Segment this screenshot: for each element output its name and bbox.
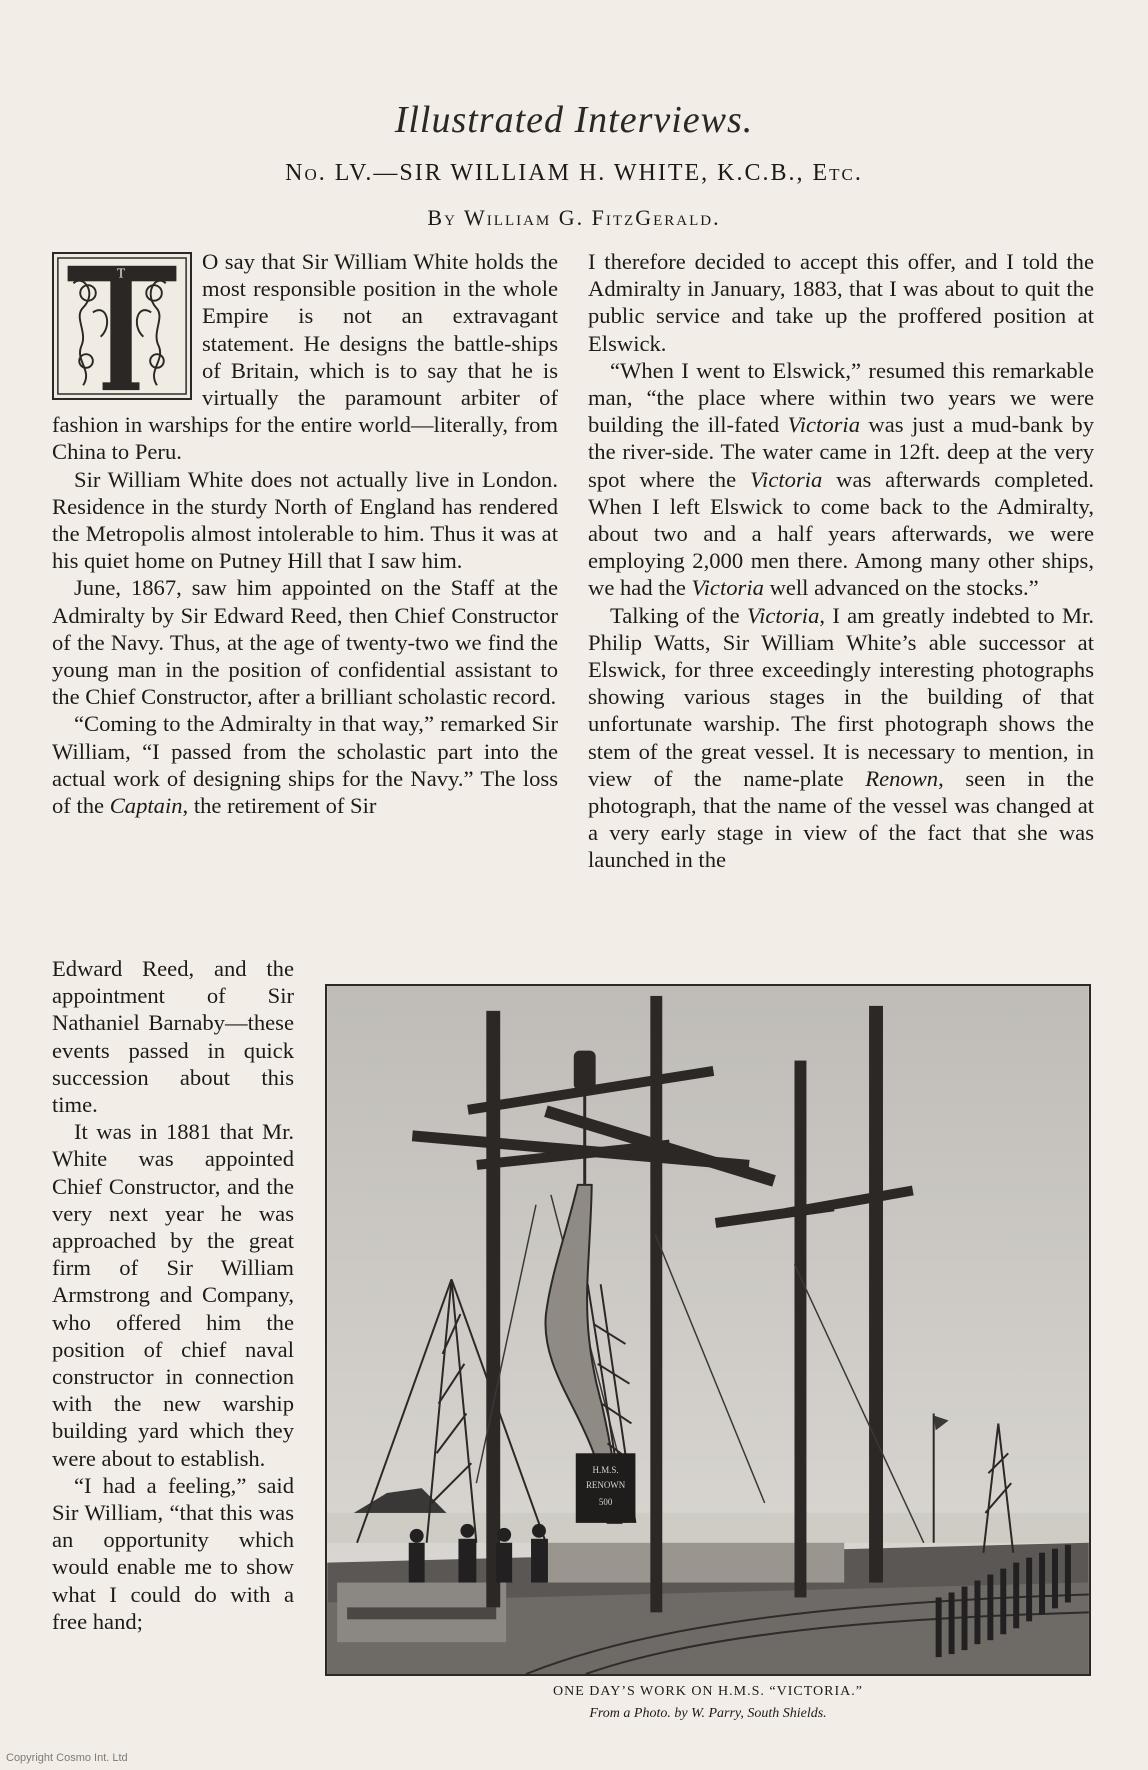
svg-text:T: T (116, 265, 126, 281)
paragraph-5: It was in 1881 that Mr. White was appointed Chief Constructor, and the very next year he was approached by the great firm of Sir William Armstrong and Company, who offered him the position of chief naval constructor in connection with the new warship building yard which they were about to establish. (52, 1119, 294, 1471)
right-p2-a: “When I went to Elswick,” resumed this remarkable man, “the place where within two years we were building the ill-fated (588, 357, 1094, 438)
paragraph-4 (52, 710, 558, 819)
ship-name-renown: Renown (865, 765, 939, 791)
left-column-narrow (52, 955, 294, 1635)
paragraph-3: June, 1867, saw him appointed on the Staff at the Admiralty by Sir Edward Reed, then Chief Constructor of the Navy. Thus, at the age of twenty-two we find the young man in the position of confidential assistant to the Chief Constructor, after a brilliant scholastic record. (52, 575, 558, 710)
right-p2-c: was afterwards completed. When I left Elswick to come back to the Admiralty, about two and a half years afterwards, we were employing 2,000 men there. Among many other ships, we had the (588, 466, 1095, 601)
right-column (588, 248, 1094, 874)
photo-credit: From a Photo. by W. Parry, South Shields. (589, 1706, 827, 1721)
right-paragraph-3 (588, 602, 1094, 874)
right-p3-b: , I am greatly indebted to Mr. Philip Watts, Sir William White’s able successor at Elswick, for three exceedingly interesting photographs showing various stages in the building of that unfortunate warship. The first photograph shows the stem of the great vessel. It is necessary to mention, in view of the name-plate (588, 602, 1094, 791)
page-title: Illustrated Interviews. (394, 99, 754, 141)
left-column-top (52, 248, 558, 819)
paragraph-4-continued: Edward Reed, and the appointment of Sir Nathaniel Barnaby—these events passed in quick succession about this time. (52, 956, 294, 1118)
article-subtitle: No. LV.—SIR WILLIAM H. WHITE, K.C.B., Etc. (285, 160, 863, 186)
copyright-watermark: Copyright Cosmo Int. Ltd (6, 1752, 128, 1764)
right-paragraph-2 (588, 357, 1094, 602)
right-p2-b: was just a mud-bank by the river-side. The water came in 12ft. deep at the very spot where the (588, 412, 1094, 492)
right-paragraph-1: I therefore decided to accept this offer, and I told the Admiralty in January, 1883, that I was about to quit the public service and take up the proffered position at Elswick. (588, 249, 1094, 356)
right-p3-c: , seen in the photograph, that the name of the vessel was changed at a very early stage in view of the fact that she was launched in the (588, 765, 1094, 873)
shipyard-photo-illustration (327, 986, 1089, 1674)
article-byline: By William G. FitzGerald. (427, 205, 721, 230)
paragraph-6: “I had a feeling,” said Sir William, “that this was an opportunity which would enable me to show what I could do with a free hand; (52, 1472, 294, 1634)
right-p3-a: Talking of the (610, 602, 740, 628)
photo-caption: ONE DAY’S WORK ON H.M.S. “VICTORIA.” (553, 1684, 863, 1699)
photograph-victoria-stem (325, 984, 1091, 1676)
ship-name-victoria-1: Victoria (787, 412, 860, 438)
paragraph-4-text-b: , the retirement of Sir (182, 793, 377, 819)
paragraph-1: O say that Sir William White holds the most responsible position in the whole Empire is not an extravagant statement. He designs the battle-ships of Britain, which is to say that he is virtually the paramount arbiter of fashion in warships for the entire world—literally, from China to Peru. (52, 249, 558, 465)
svg-text:RENOWN: RENOWN (585, 1480, 626, 1491)
paragraph-2: Sir William White does not actually live in London. Residence in the sturdy North of England has rendered the Metropolis almost intolerable to him. Thus it was at his quiet home on Putney Hill that I saw him. (52, 466, 558, 574)
svg-text:500: 500 (598, 1496, 613, 1507)
ship-name-victoria-4: Victoria (747, 602, 820, 628)
ship-name-victoria-2: Victoria (749, 466, 823, 492)
paragraph-4-text-a: “Coming to the Admiralty in that way,” remarked Sir William, “I passed from the scholastic part into the actual work of designing ships for the Navy.” The loss of the (52, 711, 558, 819)
dropcap-ornament (52, 252, 192, 400)
ship-name-captain: Captain (109, 793, 183, 819)
floral-ornament-icon (54, 254, 190, 398)
right-p2-d: well advanced on the stocks.” (769, 575, 1039, 601)
ship-name-victoria-3: Victoria (691, 575, 764, 601)
svg-text:H.M.S.: H.M.S. (592, 1465, 619, 1476)
